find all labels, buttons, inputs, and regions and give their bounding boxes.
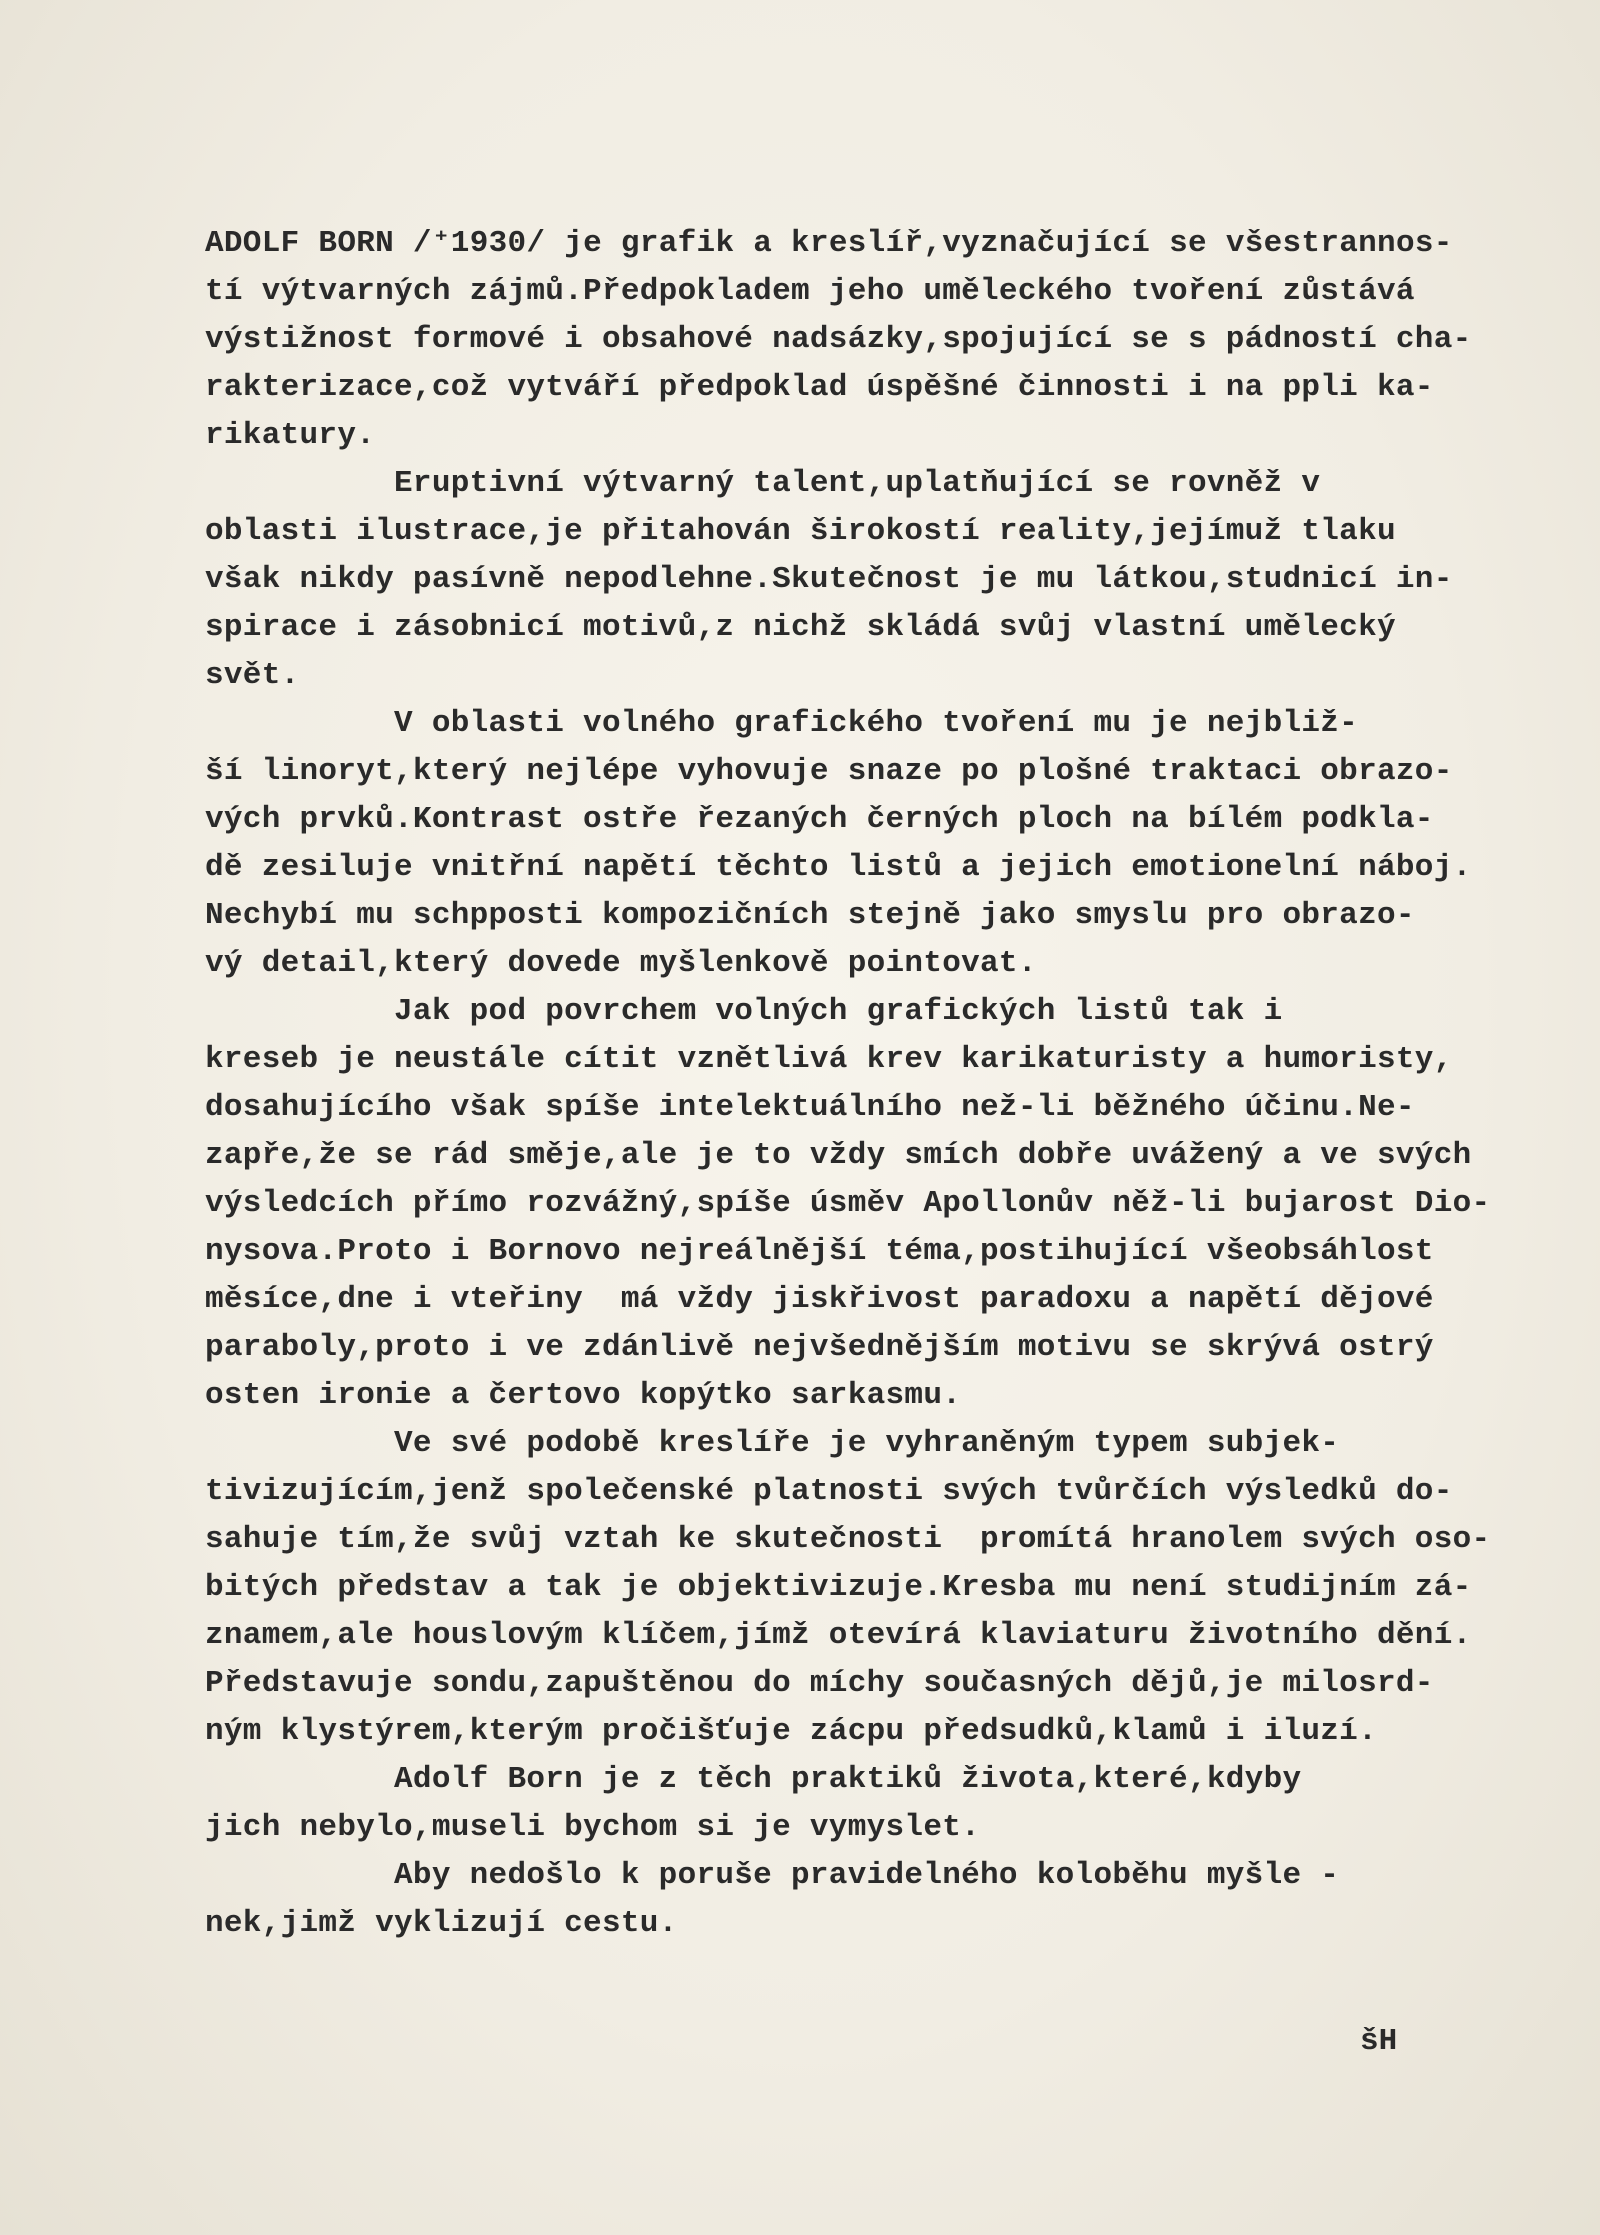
text-line: tí výtvarných zájmů.Předpokladem jeho uměleckého tvoření zůstává [205, 274, 1415, 309]
text-line: svět. [205, 658, 300, 693]
text-line: ným klystýrem,kterým pročišťuje zácpu předsudků,klamů i iluzí. [205, 1714, 1377, 1749]
text-line: zapře,že se rád směje,ale je to vždy smích dobře uvážený a ve svých [205, 1138, 1472, 1173]
text-line: ADOLF BORN /⁺1930/ je grafik a kreslíř,vyznačující se všestrannos- [205, 226, 1453, 261]
text-line: rakterizace,což vytváří předpoklad úspěšné činnosti i na ppli ka- [205, 370, 1434, 405]
text-line: rikatury. [205, 418, 376, 453]
signature-initials: šH [1360, 2024, 1398, 2059]
text-line: V oblasti volného grafického tvoření mu je nejbliž- [205, 706, 1359, 741]
text-line: vých prvků.Kontrast ostře řezaných černých ploch na bílém podkla- [205, 802, 1434, 837]
text-line: jich nebylo,museli bychom si je vymyslet. [205, 1810, 981, 1845]
text-line: Eruptivní výtvarný talent,uplatňující se rovněž v [205, 466, 1321, 501]
text-line: vý detail,který dovede myšlenkově pointovat. [205, 946, 1037, 981]
text-line: kreseb je neustále cítit vznětlivá krev karikaturisty a humoristy, [205, 1042, 1453, 1077]
text-line: nysova.Proto i Bornovo nejreálnější téma,postihující všeobsáhlost [205, 1234, 1434, 1269]
text-line: výsledcích přímo rozvážný,spíše úsměv Apollonův něž-li bujarost Dio- [205, 1186, 1491, 1221]
text-line: paraboly,proto i ve zdánlivě nejvšednějším motivu se skrývá ostrý [205, 1330, 1434, 1365]
text-line: bitých představ a tak je objektivizuje.Kresba mu není studijním zá- [205, 1570, 1472, 1605]
text-line: však nikdy pasívně nepodlehne.Skutečnost je mu látkou,studnicí in- [205, 562, 1453, 597]
text-line: oblasti ilustrace,je přitahován širokostí reality,jejímuž tlaku [205, 514, 1396, 549]
text-line: Jak pod povrchem volných grafických listů tak i [205, 994, 1283, 1029]
text-line: výstižnost formové i obsahové nadsázky,spojující se s pádností cha- [205, 322, 1472, 357]
text-line: nek,jimž vyklizují cestu. [205, 1906, 678, 1941]
text-line: Ve své podobě kreslíře je vyhraněným typem subjek- [205, 1426, 1340, 1461]
text-line: dosahujícího však spíše intelektuálního než-li běžného účinu.Ne- [205, 1090, 1415, 1125]
text-line: Představuje sondu,zapuštěnou do míchy současných dějů,je milosrd- [205, 1666, 1434, 1701]
text-line: měsíce,dne i vteřiny má vždy jiskřivost paradoxu a napětí dějové [205, 1282, 1434, 1317]
text-line: spirace i zásobnicí motivů,z nichž skládá svůj vlastní umělecký [205, 610, 1396, 645]
text-line: osten ironie a čertovo kopýtko sarkasmu. [205, 1378, 962, 1413]
text-line: ší linoryt,který nejlépe vyhovuje snaze po plošné traktaci obrazo- [205, 754, 1453, 789]
text-line: Adolf Born je z těch praktiků života,které,kdyby [205, 1762, 1302, 1797]
text-line: tivizujícím,jenž společenské platnosti svých tvůrčích výsledků do- [205, 1474, 1453, 1509]
text-line: Aby nedošlo k poruše pravidelného koloběhu myšle - [205, 1858, 1340, 1893]
text-line: Nechybí mu schpposti kompozičních stejně jako smyslu pro obrazo- [205, 898, 1415, 933]
text-line: dě zesiluje vnitřní napětí těchto listů a jejich emotionelní náboj. [205, 850, 1472, 885]
document-body [205, 220, 1575, 1948]
text-line: znamem,ale houslovým klíčem,jímž otevírá klaviaturu životního dění. [205, 1618, 1472, 1653]
text-line: sahuje tím,že svůj vztah ke skutečnosti promítá hranolem svých oso- [205, 1522, 1491, 1557]
